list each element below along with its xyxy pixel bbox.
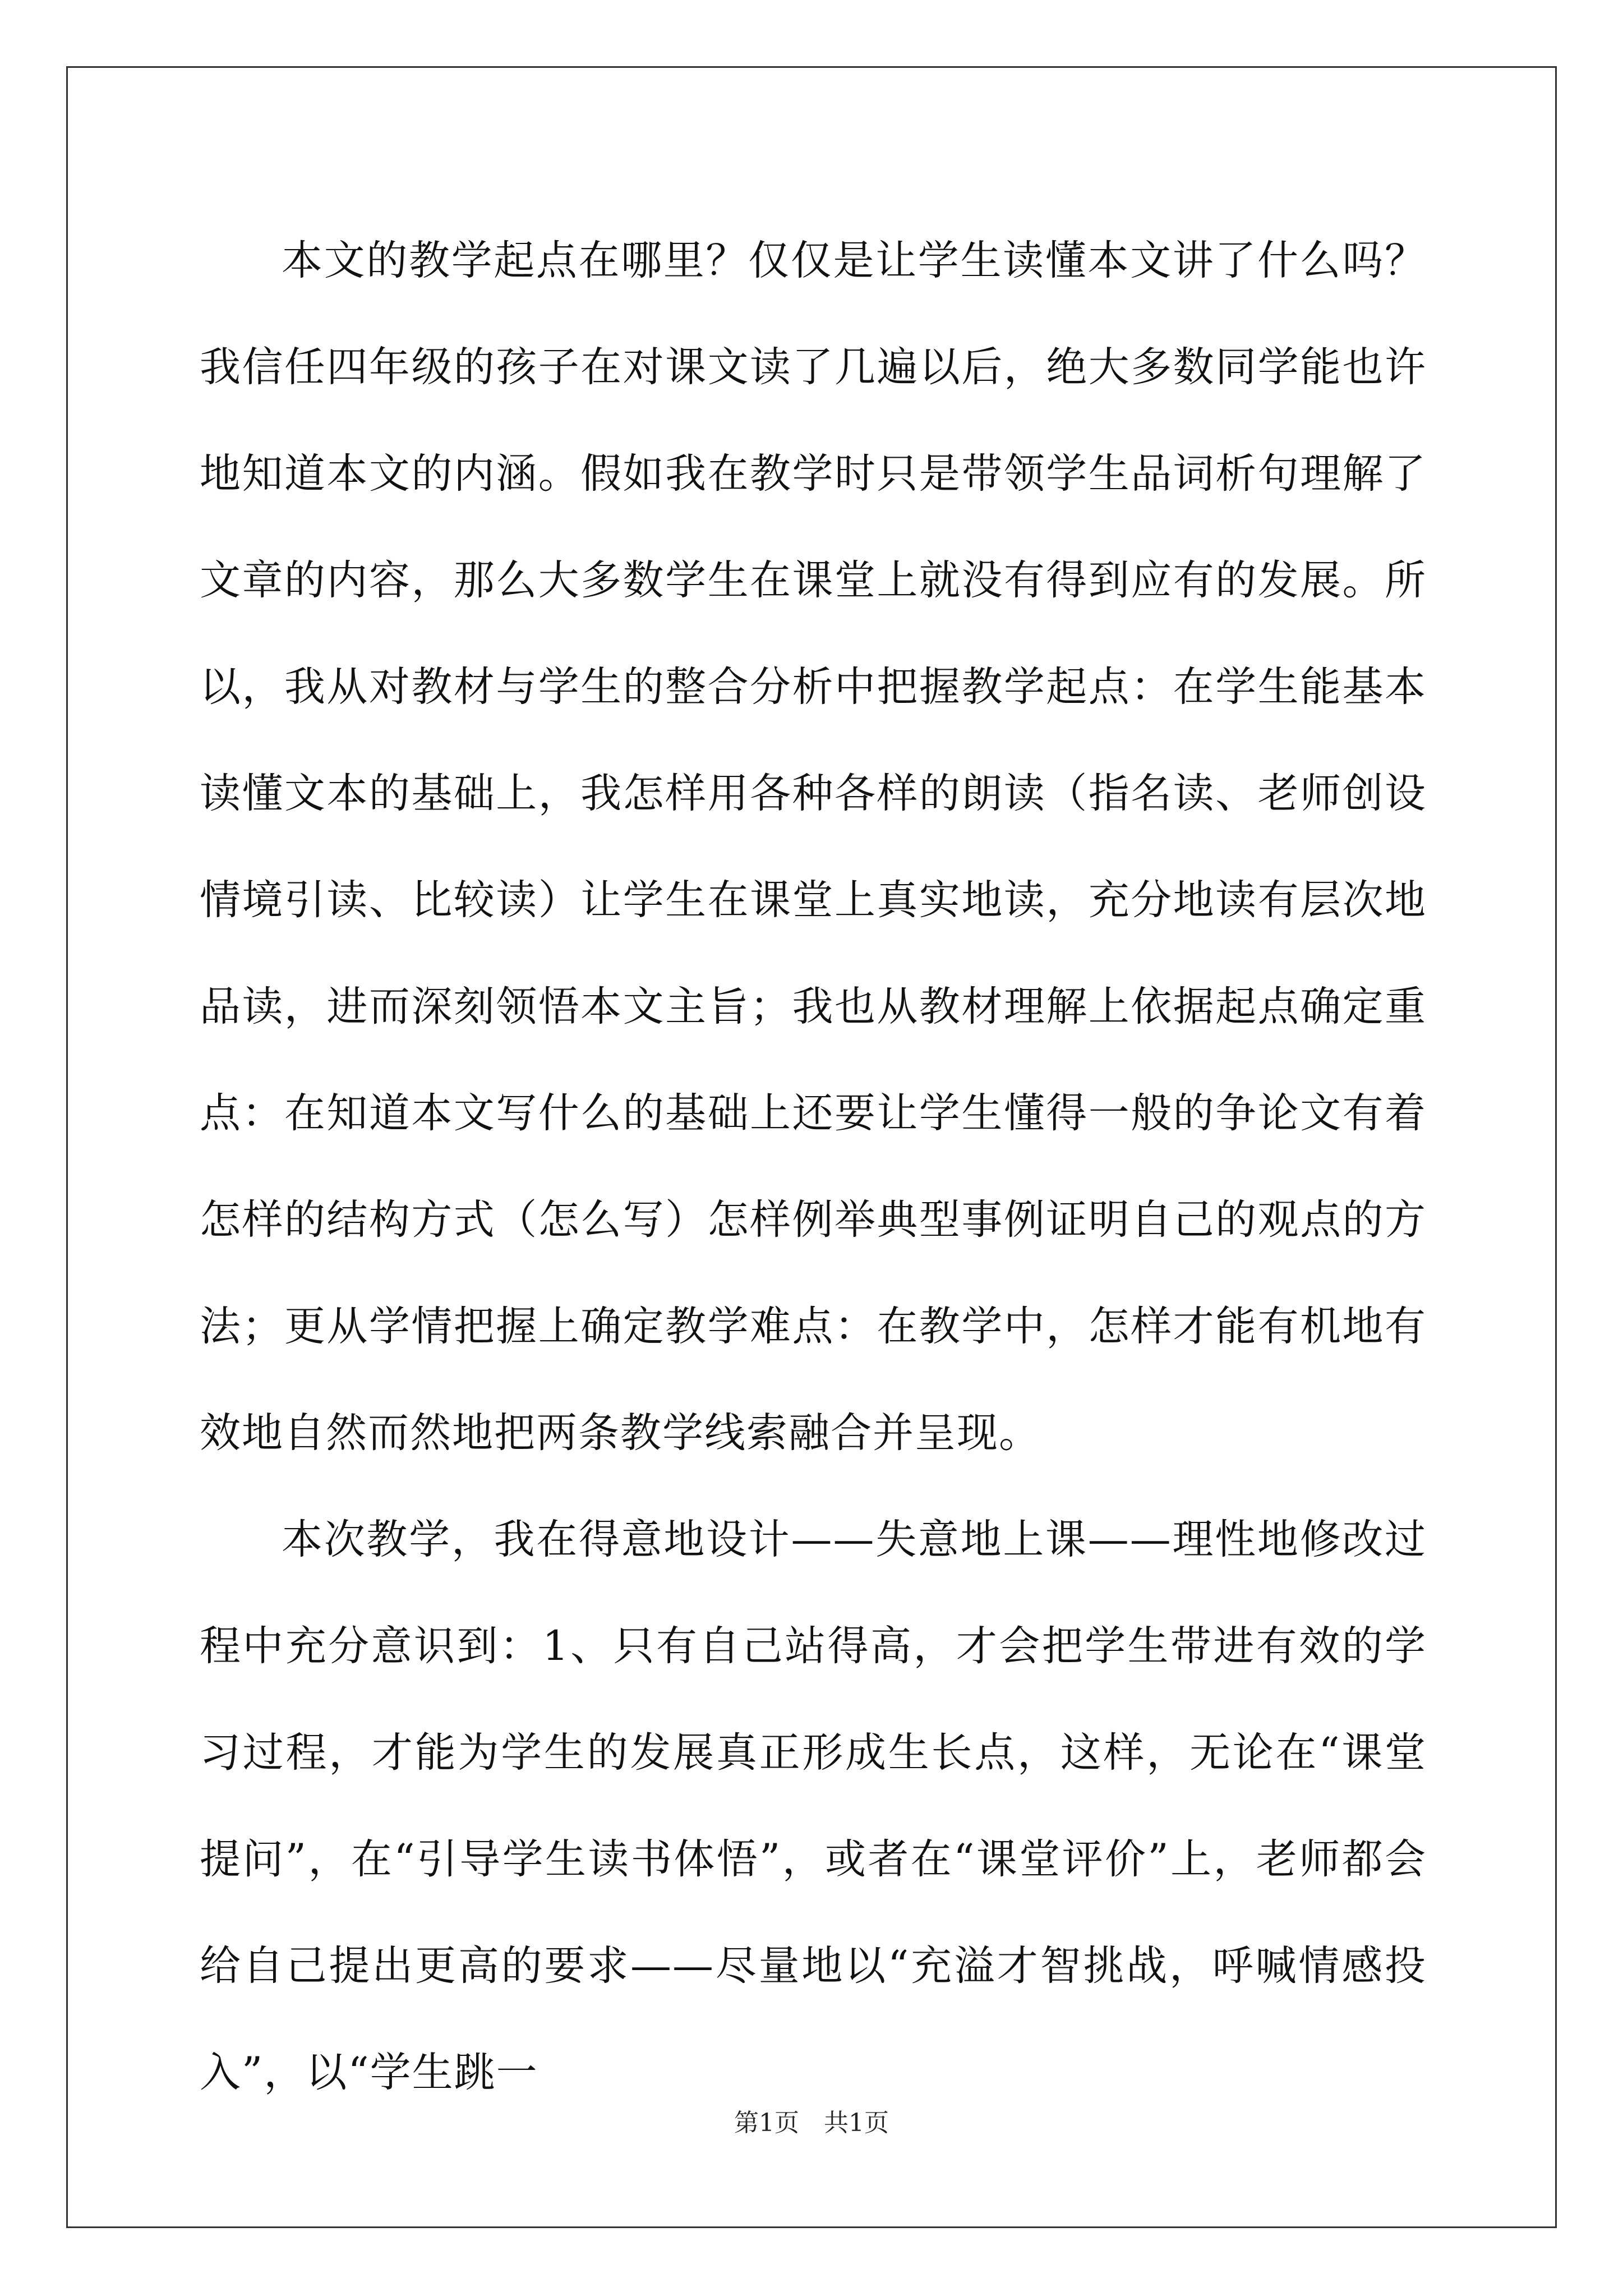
paragraph-2: 本次教学，我在得意地设计——失意地上课——理性地修改过程中充分意识到：1、只有自己站得高，才会把学生带进有效的学习过程，才能为学生的发展真正形成生长点，这样，无论在“课堂提问”，在“引导学生读书体悟”，或者在“课堂评价”上，老师都会给自己提出更高的要求——尽量地以“充溢才智挑战，呼喊情感投入”，以“学生跳一 (200, 1516, 1427, 2096)
document-body (200, 208, 1427, 2126)
paragraph-1: 本文的教学起点在哪里？仅仅是让学生读懂本文讲了什么吗？我信任四年级的孩子在对课文读了几遍以后，绝大多数同学能也许地知道本文的内涵。假如我在教学时只是带领学生品词析句理解了文章的内容，那么大多数学生在课堂上就没有得到应有的发展。所以，我从对教材与学生的整合分析中把握教学起点：在学生能基本读懂文本的基础上，我怎样用各种各样的朗读（指名读、老师创设情境引读、比较读）让学生在课堂上真实地读，充分地读有层次地品读，进而深刻领悟本文主旨；我也从教材理解上依据起点确定重点：在知道本文写什么的基础上还要让学生懂得一般的争论文有着怎样的结构方式（怎么写）怎样例举典型事例证明自己的观点的方法；更从学情把握上确定教学难点：在教学中，怎样才能有机地有效地自然而然地把两条教学线索融合并呈现。 (200, 237, 1427, 1457)
page-footer: 第1页 共1页 (734, 2109, 889, 2137)
